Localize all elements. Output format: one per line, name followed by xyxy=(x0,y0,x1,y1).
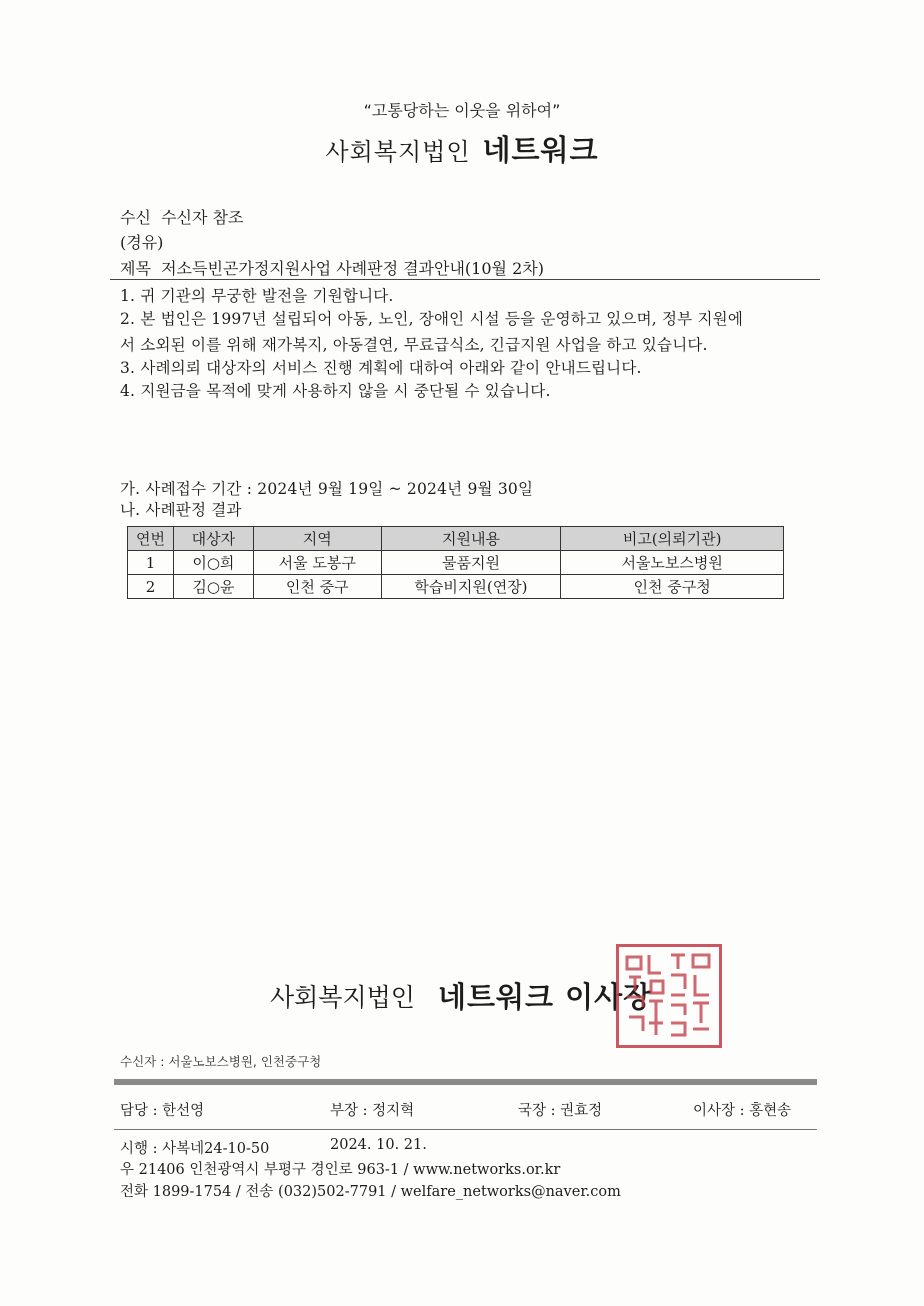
body-line-3: 서 소외된 이를 위해 재가복지, 아동결연, 무료급식소, 긴급지원 사업을 하고 있습니다. xyxy=(120,336,708,354)
table-row xyxy=(128,575,784,599)
column-header: 비고(의뢰기관) xyxy=(561,527,784,551)
table-cell: 인천 중구 xyxy=(253,575,381,599)
table-cell: 이○희 xyxy=(173,551,253,575)
table-cell: 2 xyxy=(128,575,174,599)
signatory-divider xyxy=(114,1129,817,1130)
table-header-row xyxy=(128,527,784,551)
table-cell: 학습비지원(연장) xyxy=(381,575,561,599)
table-cell: 인천 중구청 xyxy=(561,575,784,599)
org-prefix: 사회복지법인 xyxy=(325,138,471,166)
signatory-director: 국장 : 권효정 xyxy=(518,1103,603,1119)
body-line-2: 2. 본 법인은 1997년 설립되어 아동, 노인, 장애인 시설 등을 운영하고 있으며, 정부 지원에 xyxy=(120,310,744,328)
footer-address: 우 21406 인천광역시 부평구 경인로 963-1 / www.networks.or.kr xyxy=(120,1162,561,1178)
signatory-staff: 담당 : 한선영 xyxy=(120,1103,205,1119)
via-line: (경유) xyxy=(120,233,164,252)
official-seal xyxy=(616,944,722,1048)
recipient-line xyxy=(120,205,243,228)
subject-line xyxy=(120,256,544,279)
subject-label: 제목 xyxy=(120,259,151,278)
table-cell: 물품지원 xyxy=(381,551,561,575)
column-header: 대상자 xyxy=(173,527,253,551)
column-header: 지역 xyxy=(253,527,381,551)
recipient-label: 수신 xyxy=(120,208,151,227)
period-line: 가. 사례접수 기간 : 2024년 9월 19일 ~ 2024년 9월 30일 xyxy=(120,480,534,498)
signatory-manager: 부장 : 정지혁 xyxy=(330,1103,415,1119)
table-row xyxy=(128,551,784,575)
closing-org-name: 네트워크 이사장 xyxy=(438,980,653,1014)
signatory-chairman: 이사장 : 홍현송 xyxy=(693,1103,792,1119)
body-line-1: 1. 귀 기관의 무궁한 발전을 기원합니다. xyxy=(120,287,394,305)
table-cell: 1 xyxy=(128,551,174,575)
table-cell: 김○윤 xyxy=(173,575,253,599)
closing-org-prefix: 사회복지법인 xyxy=(270,983,415,1012)
subject-divider xyxy=(110,279,820,280)
org-name: 네트워크 xyxy=(482,133,599,167)
footer-divider xyxy=(114,1079,817,1085)
org-header xyxy=(0,128,924,169)
results-title: 나. 사례판정 결과 xyxy=(120,501,242,519)
recipient-value: 수신자 참조 xyxy=(161,208,244,227)
body-line-5: 4. 지원금을 목적에 맞게 사용하지 않을 시 중단될 수 있습니다. xyxy=(120,382,551,400)
doc-date: 2024. 10. 21. xyxy=(330,1137,427,1153)
subject-value: 저소득빈곤가정지원사업 사례판정 결과안내(10월 2차) xyxy=(161,259,544,278)
body-line-4: 3. 사례의뢰 대상자의 서비스 진행 계획에 대하여 아래와 같이 안내드립니다. xyxy=(120,359,642,377)
column-header: 연번 xyxy=(128,527,174,551)
doc-number: 시행 : 사복네24-10-50 xyxy=(120,1141,270,1157)
results-table xyxy=(127,526,784,599)
column-header: 지원내용 xyxy=(381,527,561,551)
footer-contact: 전화 1899-1754 / 전송 (032)502-7791 / welfare_networks@naver.com xyxy=(120,1184,621,1200)
table-cell: 서울노보스병원 xyxy=(561,551,784,575)
table-cell: 서울 도봉구 xyxy=(253,551,381,575)
seal-glyphs-icon xyxy=(619,947,719,1045)
recipients-line: 수신자 : 서울노보스병원, 인천중구청 xyxy=(120,1054,322,1069)
motto: “고통당하는 이웃을 위하여” xyxy=(363,101,561,120)
